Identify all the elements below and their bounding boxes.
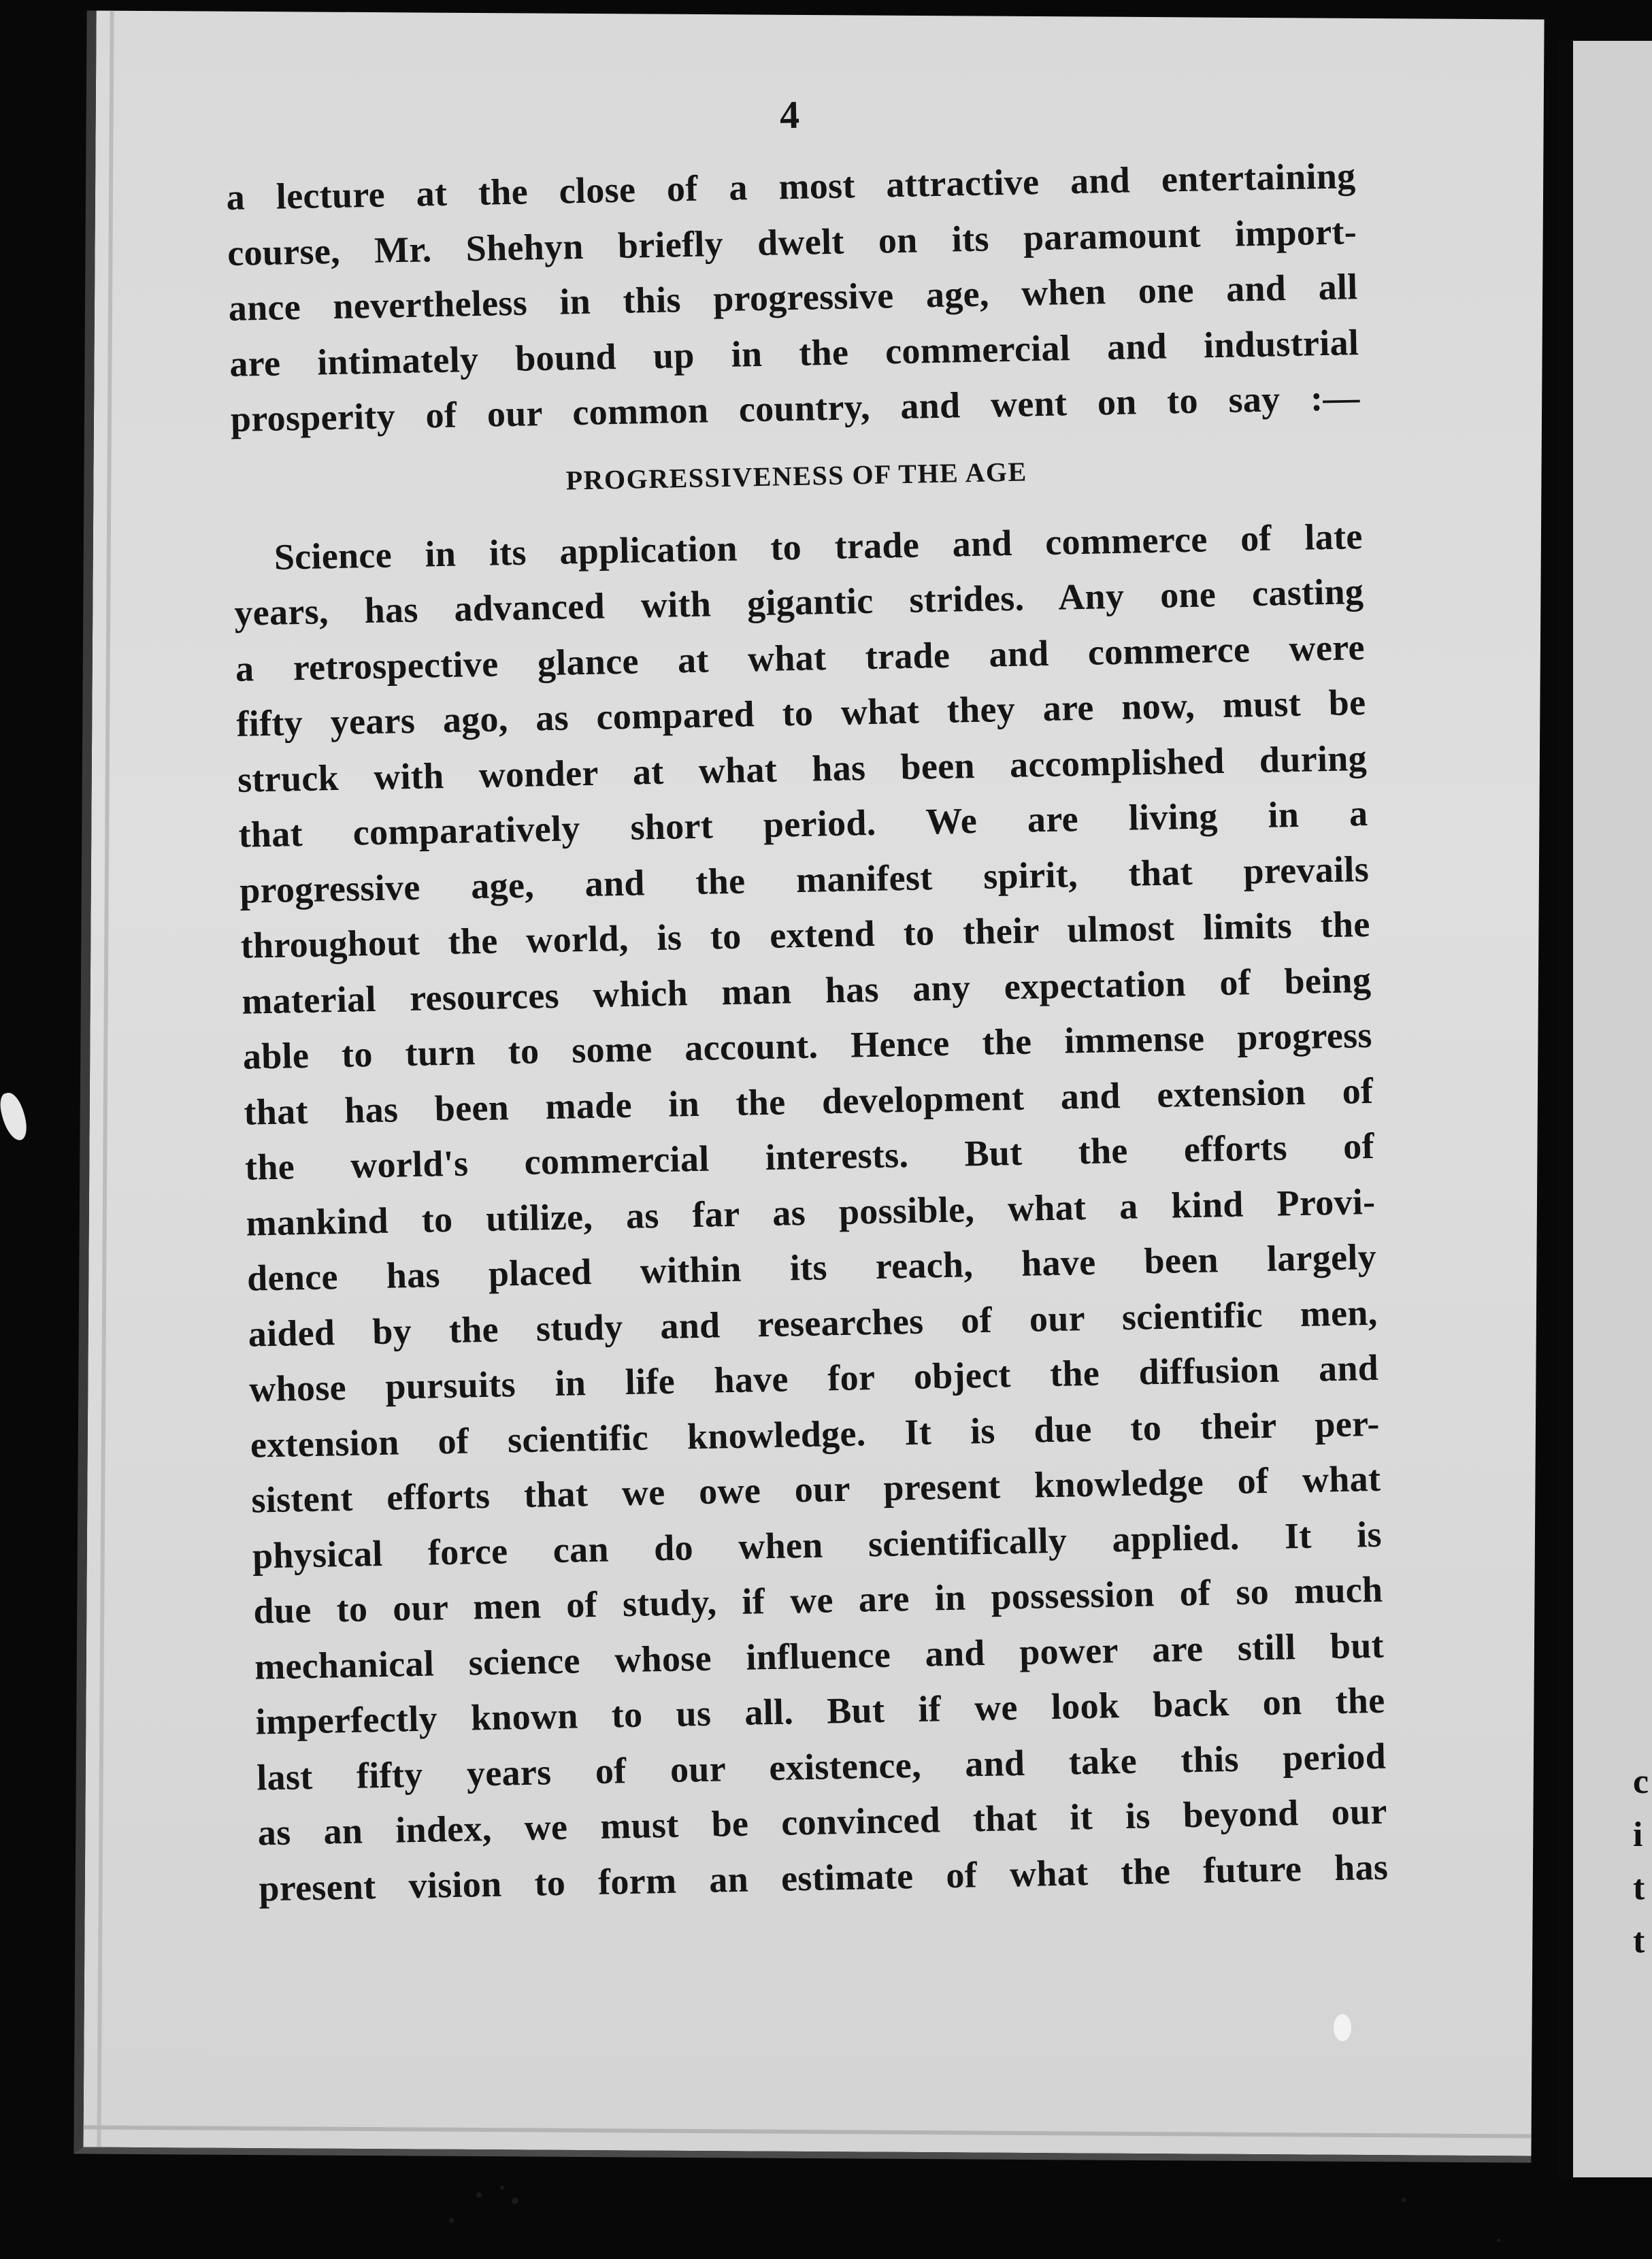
text-line: present vision to form an estimate of what the future has <box>258 1846 1389 1909</box>
text-line: material resources which man has any expectation of being <box>241 959 1372 1022</box>
text-line: physical force can do when scientifically applied. It is <box>252 1513 1383 1577</box>
text-line: prosperity of our common country, and went on to say :— <box>230 377 1361 440</box>
text-line: a retrospective glance at what trade and commerce were <box>235 626 1366 689</box>
text-line: mechanical science whose influence and power are still but <box>254 1624 1385 1687</box>
text-line: imperfectly known to us all. But if we look back on the <box>255 1679 1385 1743</box>
text-line: extension of scientific knowledge. It is due to their per- <box>250 1402 1381 1466</box>
text-line: dence has placed within its reach, have been largely <box>246 1236 1377 1299</box>
facing-page-letter: c <box>1633 1762 1649 1801</box>
text-line: sistent efforts that we owe our present knowledge of what <box>250 1457 1381 1521</box>
facing-page-letters <box>1633 1755 1652 1968</box>
text-line: fifty years ago, as compared to what they are now, must be <box>235 681 1366 744</box>
text-line: ance nevertheless in this progressive age, when one and all <box>228 266 1359 329</box>
page-number: 4 <box>779 92 800 137</box>
scan-speck <box>476 2192 482 2198</box>
scan-speck <box>1402 2198 1406 2202</box>
scan-speck <box>449 2218 454 2223</box>
text-line: aided by the study and researches of our scientific men, <box>248 1291 1378 1355</box>
text-line: whose pursuits in life have for object the diffusion and <box>248 1347 1379 1410</box>
text-line: throughout the world, is to extend to their ulmost limits the <box>240 903 1371 966</box>
text-line: years, has advanced with gigantic strides. Any one casting <box>233 570 1364 633</box>
scan-speck <box>1497 2239 1500 2242</box>
text-line: that comparatively short period. We are living in a <box>238 792 1368 855</box>
scan-artifact <box>1334 2014 1351 2041</box>
page-inner-edge <box>97 11 114 2147</box>
facing-page-letter: t <box>1633 1868 1645 1907</box>
section-heading: PROGRESSIVENESS OF THE AGE <box>565 455 1028 495</box>
paragraph-body <box>233 509 1389 1917</box>
text-line: are intimately bound up in the commercial and industrial <box>229 321 1359 384</box>
text-line: last fifty years of our existence, and take this period <box>256 1735 1387 1798</box>
scan-artifact <box>0 1090 31 1143</box>
page-bottom-edge <box>84 2126 1532 2139</box>
text-line: Science in its application to trade and commerce of late <box>274 515 1364 578</box>
text-line: as an index, we must be convinced that it is beyond our <box>257 1790 1388 1853</box>
text-line: that has been made in the development and extension of <box>243 1070 1374 1133</box>
text-line: able to turn to some account. Hence the immense progress <box>242 1014 1373 1077</box>
text-line: progressive age, and the manifest spirit, that prevails <box>239 848 1370 911</box>
page-text-column <box>225 80 1389 1916</box>
text-line: course, Mr. Shehyn briefly dwelt on its paramount import- <box>227 210 1357 274</box>
text-line: due to our men of study, if we are in possession of so much <box>253 1568 1383 1632</box>
facing-page-letter: i <box>1633 1815 1643 1854</box>
scan-speck <box>500 2186 504 2190</box>
scan-speck <box>512 2198 518 2204</box>
paragraph-continuation <box>226 148 1361 447</box>
text-line: struck with wonder at what has been accomplished during <box>237 737 1368 800</box>
text-line: a lecture at the close of a most attractive and entertaining <box>226 155 1356 218</box>
facing-page-letter: t <box>1633 1922 1645 1960</box>
text-line: mankind to utilize, as far as possible, what a kind Provi- <box>246 1181 1376 1244</box>
text-line: the world's commercial interests. But the efforts of <box>244 1125 1375 1188</box>
